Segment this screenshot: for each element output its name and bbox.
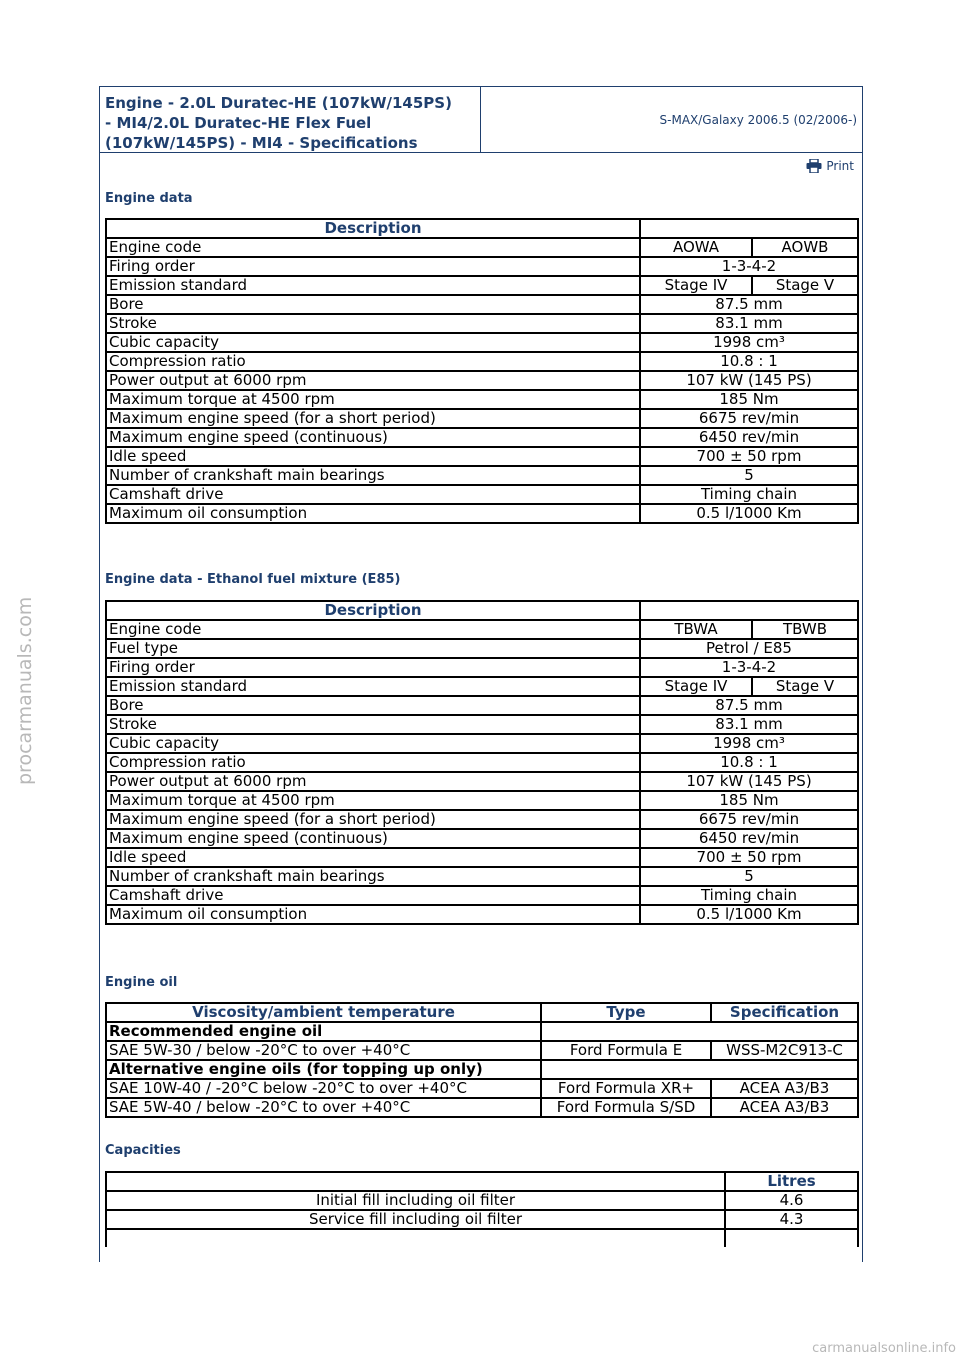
spec-value: 1-3-4-2 — [640, 658, 858, 677]
type-cell: Ford Formula E — [541, 1041, 711, 1060]
spec-value: Petrol / E85 — [640, 639, 858, 658]
table-row — [106, 658, 858, 677]
spec-label: Camshaft drive — [106, 485, 640, 504]
table-header-row — [106, 219, 858, 238]
description-header: Description — [106, 219, 640, 238]
spec-label: Maximum torque at 4500 rpm — [106, 791, 640, 810]
alternative-label: Alternative engine oils (for topping up only) — [106, 1060, 541, 1079]
table-row — [106, 848, 858, 867]
capacity-label: Service fill including oil filter — [106, 1210, 725, 1229]
spec-label: Maximum engine speed (continuous) — [106, 829, 640, 848]
table-row — [106, 371, 858, 390]
table-row — [106, 485, 858, 504]
spec-value: 1998 cm³ — [640, 333, 858, 352]
table-row — [106, 772, 858, 791]
print-label: Print — [826, 159, 854, 173]
spec-label: Number of crankshaft main bearings — [106, 867, 640, 886]
spec-label: Stroke — [106, 314, 640, 333]
table-row — [106, 1210, 858, 1229]
table-row — [106, 791, 858, 810]
table-row — [106, 1229, 858, 1247]
table-row — [106, 696, 858, 715]
page-frame — [99, 86, 863, 1262]
spec-value: 6450 rev/min — [640, 428, 858, 447]
table-row — [106, 1079, 858, 1098]
capacities-header-row — [106, 1172, 858, 1191]
spec-label: Maximum oil consumption — [106, 905, 640, 924]
spec-value-v1: TBWA — [640, 620, 752, 639]
spec-value: Timing chain — [640, 485, 858, 504]
spec-value: 83.1 mm — [640, 715, 858, 734]
table-row — [106, 257, 858, 276]
table-row — [106, 1098, 858, 1117]
spec-label: Maximum torque at 4500 rpm — [106, 390, 640, 409]
spec-value-v1: Stage IV — [640, 276, 752, 295]
table-row — [106, 428, 858, 447]
spec-value: 107 kW (145 PS) — [640, 772, 858, 791]
spec-value: 6675 rev/min — [640, 810, 858, 829]
spec-value: 700 ± 50 rpm — [640, 447, 858, 466]
table-row — [106, 238, 858, 257]
print-button[interactable] — [806, 159, 854, 173]
oil-col-spec: Specification — [711, 1003, 858, 1022]
oil-col-type: Type — [541, 1003, 711, 1022]
spec-value: 83.1 mm — [640, 314, 858, 333]
spec-value: 0.5 l/1000 Km — [640, 504, 858, 523]
capacity-label: Initial fill including oil filter — [106, 1191, 725, 1210]
spec-value: 5 — [640, 867, 858, 886]
title-line-1: Engine - 2.0L Duratec-HE (107kW/145PS) — [105, 94, 452, 112]
table-row — [106, 810, 858, 829]
table-row — [106, 352, 858, 371]
title-line-2: - MI4/2.0L Duratec-HE Flex Fuel — [105, 114, 372, 132]
spec-label: Compression ratio — [106, 352, 640, 371]
spec-label: Emission standard — [106, 276, 640, 295]
table-row — [106, 276, 858, 295]
table-header-row — [106, 601, 858, 620]
spec-label: Engine code — [106, 238, 640, 257]
engine-data-table — [105, 218, 859, 524]
spec-label: Emission standard — [106, 677, 640, 696]
spec-label: Number of crankshaft main bearings — [106, 466, 640, 485]
spec-label: Firing order — [106, 257, 640, 276]
table-row — [106, 1191, 858, 1210]
spec-value: 6675 rev/min — [640, 409, 858, 428]
spec-value-v2: Stage V — [752, 276, 858, 295]
table-row — [106, 504, 858, 523]
table-row — [106, 753, 858, 772]
spec-value-v2: AOWB — [752, 238, 858, 257]
printer-icon — [806, 159, 822, 173]
table-row — [106, 734, 858, 753]
spec-value: 107 kW (145 PS) — [640, 371, 858, 390]
spec-label: Maximum engine speed (for a short period) — [106, 409, 640, 428]
viscosity-cell: SAE 5W-40 / below -20°C to over +40°C — [106, 1098, 541, 1117]
spec-value: 1-3-4-2 — [640, 257, 858, 276]
table-row — [106, 466, 858, 485]
spec-value: 10.8 : 1 — [640, 753, 858, 772]
spec-value: 5 — [640, 466, 858, 485]
description-header: Description — [106, 601, 640, 620]
oil-alternative-label-row — [106, 1060, 858, 1079]
table-row — [106, 639, 858, 658]
spec-value: 700 ± 50 rpm — [640, 848, 858, 867]
side-watermark: procarmanuals.com — [14, 596, 36, 785]
ethanol-data-title: Engine data - Ethanol fuel mixture (E85) — [105, 572, 401, 587]
table-row — [106, 905, 858, 924]
spec-label: Camshaft drive — [106, 886, 640, 905]
type-cell: Ford Formula S/SD — [541, 1098, 711, 1117]
spec-cell: ACEA A3/B3 — [711, 1098, 858, 1117]
spec-cell: ACEA A3/B3 — [711, 1079, 858, 1098]
spec-value: 0.5 l/1000 Km — [640, 905, 858, 924]
spec-value-v2: Stage V — [752, 677, 858, 696]
capacities-table — [105, 1171, 859, 1247]
spec-label: Bore — [106, 696, 640, 715]
spec-value-v1: Stage IV — [640, 677, 752, 696]
table-row — [106, 333, 858, 352]
spec-value: Timing chain — [640, 886, 858, 905]
spec-label: Maximum oil consumption — [106, 504, 640, 523]
table-row — [106, 867, 858, 886]
spec-value: 185 Nm — [640, 390, 858, 409]
spec-label: Fuel type — [106, 639, 640, 658]
spec-value-v2: TBWB — [752, 620, 858, 639]
spec-label: Power output at 6000 rpm — [106, 772, 640, 791]
spec-label: Maximum engine speed (for a short period) — [106, 810, 640, 829]
recommended-label: Recommended engine oil — [106, 1022, 541, 1041]
table-row — [106, 886, 858, 905]
spec-label: Idle speed — [106, 848, 640, 867]
model-label: S-MAX/Galaxy 2006.5 (02/2006-) — [659, 113, 857, 127]
spec-label: Cubic capacity — [106, 333, 640, 352]
footer-watermark: carmanualsonline.info — [812, 1341, 956, 1356]
table-row — [106, 447, 858, 466]
table-row — [106, 829, 858, 848]
spec-label: Stroke — [106, 715, 640, 734]
oil-header-row — [106, 1003, 858, 1022]
viscosity-cell: SAE 10W-40 / -20°C below -20°C to over +40°C — [106, 1079, 541, 1098]
engine-oil-table — [105, 1002, 859, 1118]
type-cell: Ford Formula XR+ — [541, 1079, 711, 1098]
oil-col-viscosity: Viscosity/ambient temperature — [106, 1003, 541, 1022]
table-row — [106, 677, 858, 696]
spec-cell: WSS-M2C913-C — [711, 1041, 858, 1060]
engine-oil-title: Engine oil — [105, 975, 178, 990]
engine-data-title: Engine data — [105, 191, 193, 206]
spec-label: Bore — [106, 295, 640, 314]
spec-value: 87.5 mm — [640, 295, 858, 314]
table-row — [106, 314, 858, 333]
spec-value-v1: AOWA — [640, 238, 752, 257]
spec-label: Cubic capacity — [106, 734, 640, 753]
capacity-value: 4.3 — [725, 1210, 858, 1229]
spec-label: Compression ratio — [106, 753, 640, 772]
table-row — [106, 620, 858, 639]
document-header — [100, 87, 862, 153]
title-line-3: (107kW/145PS) - MI4 - Specifications — [105, 134, 418, 152]
table-row — [106, 390, 858, 409]
spec-value: 1998 cm³ — [640, 734, 858, 753]
table-row — [106, 1041, 858, 1060]
litres-header: Litres — [725, 1172, 858, 1191]
spec-value: 185 Nm — [640, 791, 858, 810]
table-row — [106, 715, 858, 734]
spec-label: Engine code — [106, 620, 640, 639]
capacity-value: 4.6 — [725, 1191, 858, 1210]
spec-label: Firing order — [106, 658, 640, 677]
spec-value: 10.8 : 1 — [640, 352, 858, 371]
table-row — [106, 409, 858, 428]
oil-recommended-label-row — [106, 1022, 858, 1041]
page-title — [105, 93, 475, 153]
ethanol-data-table — [105, 600, 859, 925]
spec-value: 6450 rev/min — [640, 829, 858, 848]
spec-value: 87.5 mm — [640, 696, 858, 715]
viscosity-cell: SAE 5W-30 / below -20°C to over +40°C — [106, 1041, 541, 1060]
spec-label: Idle speed — [106, 447, 640, 466]
spec-label: Power output at 6000 rpm — [106, 371, 640, 390]
spec-label: Maximum engine speed (continuous) — [106, 428, 640, 447]
capacities-title: Capacities — [105, 1143, 181, 1158]
table-row — [106, 295, 858, 314]
